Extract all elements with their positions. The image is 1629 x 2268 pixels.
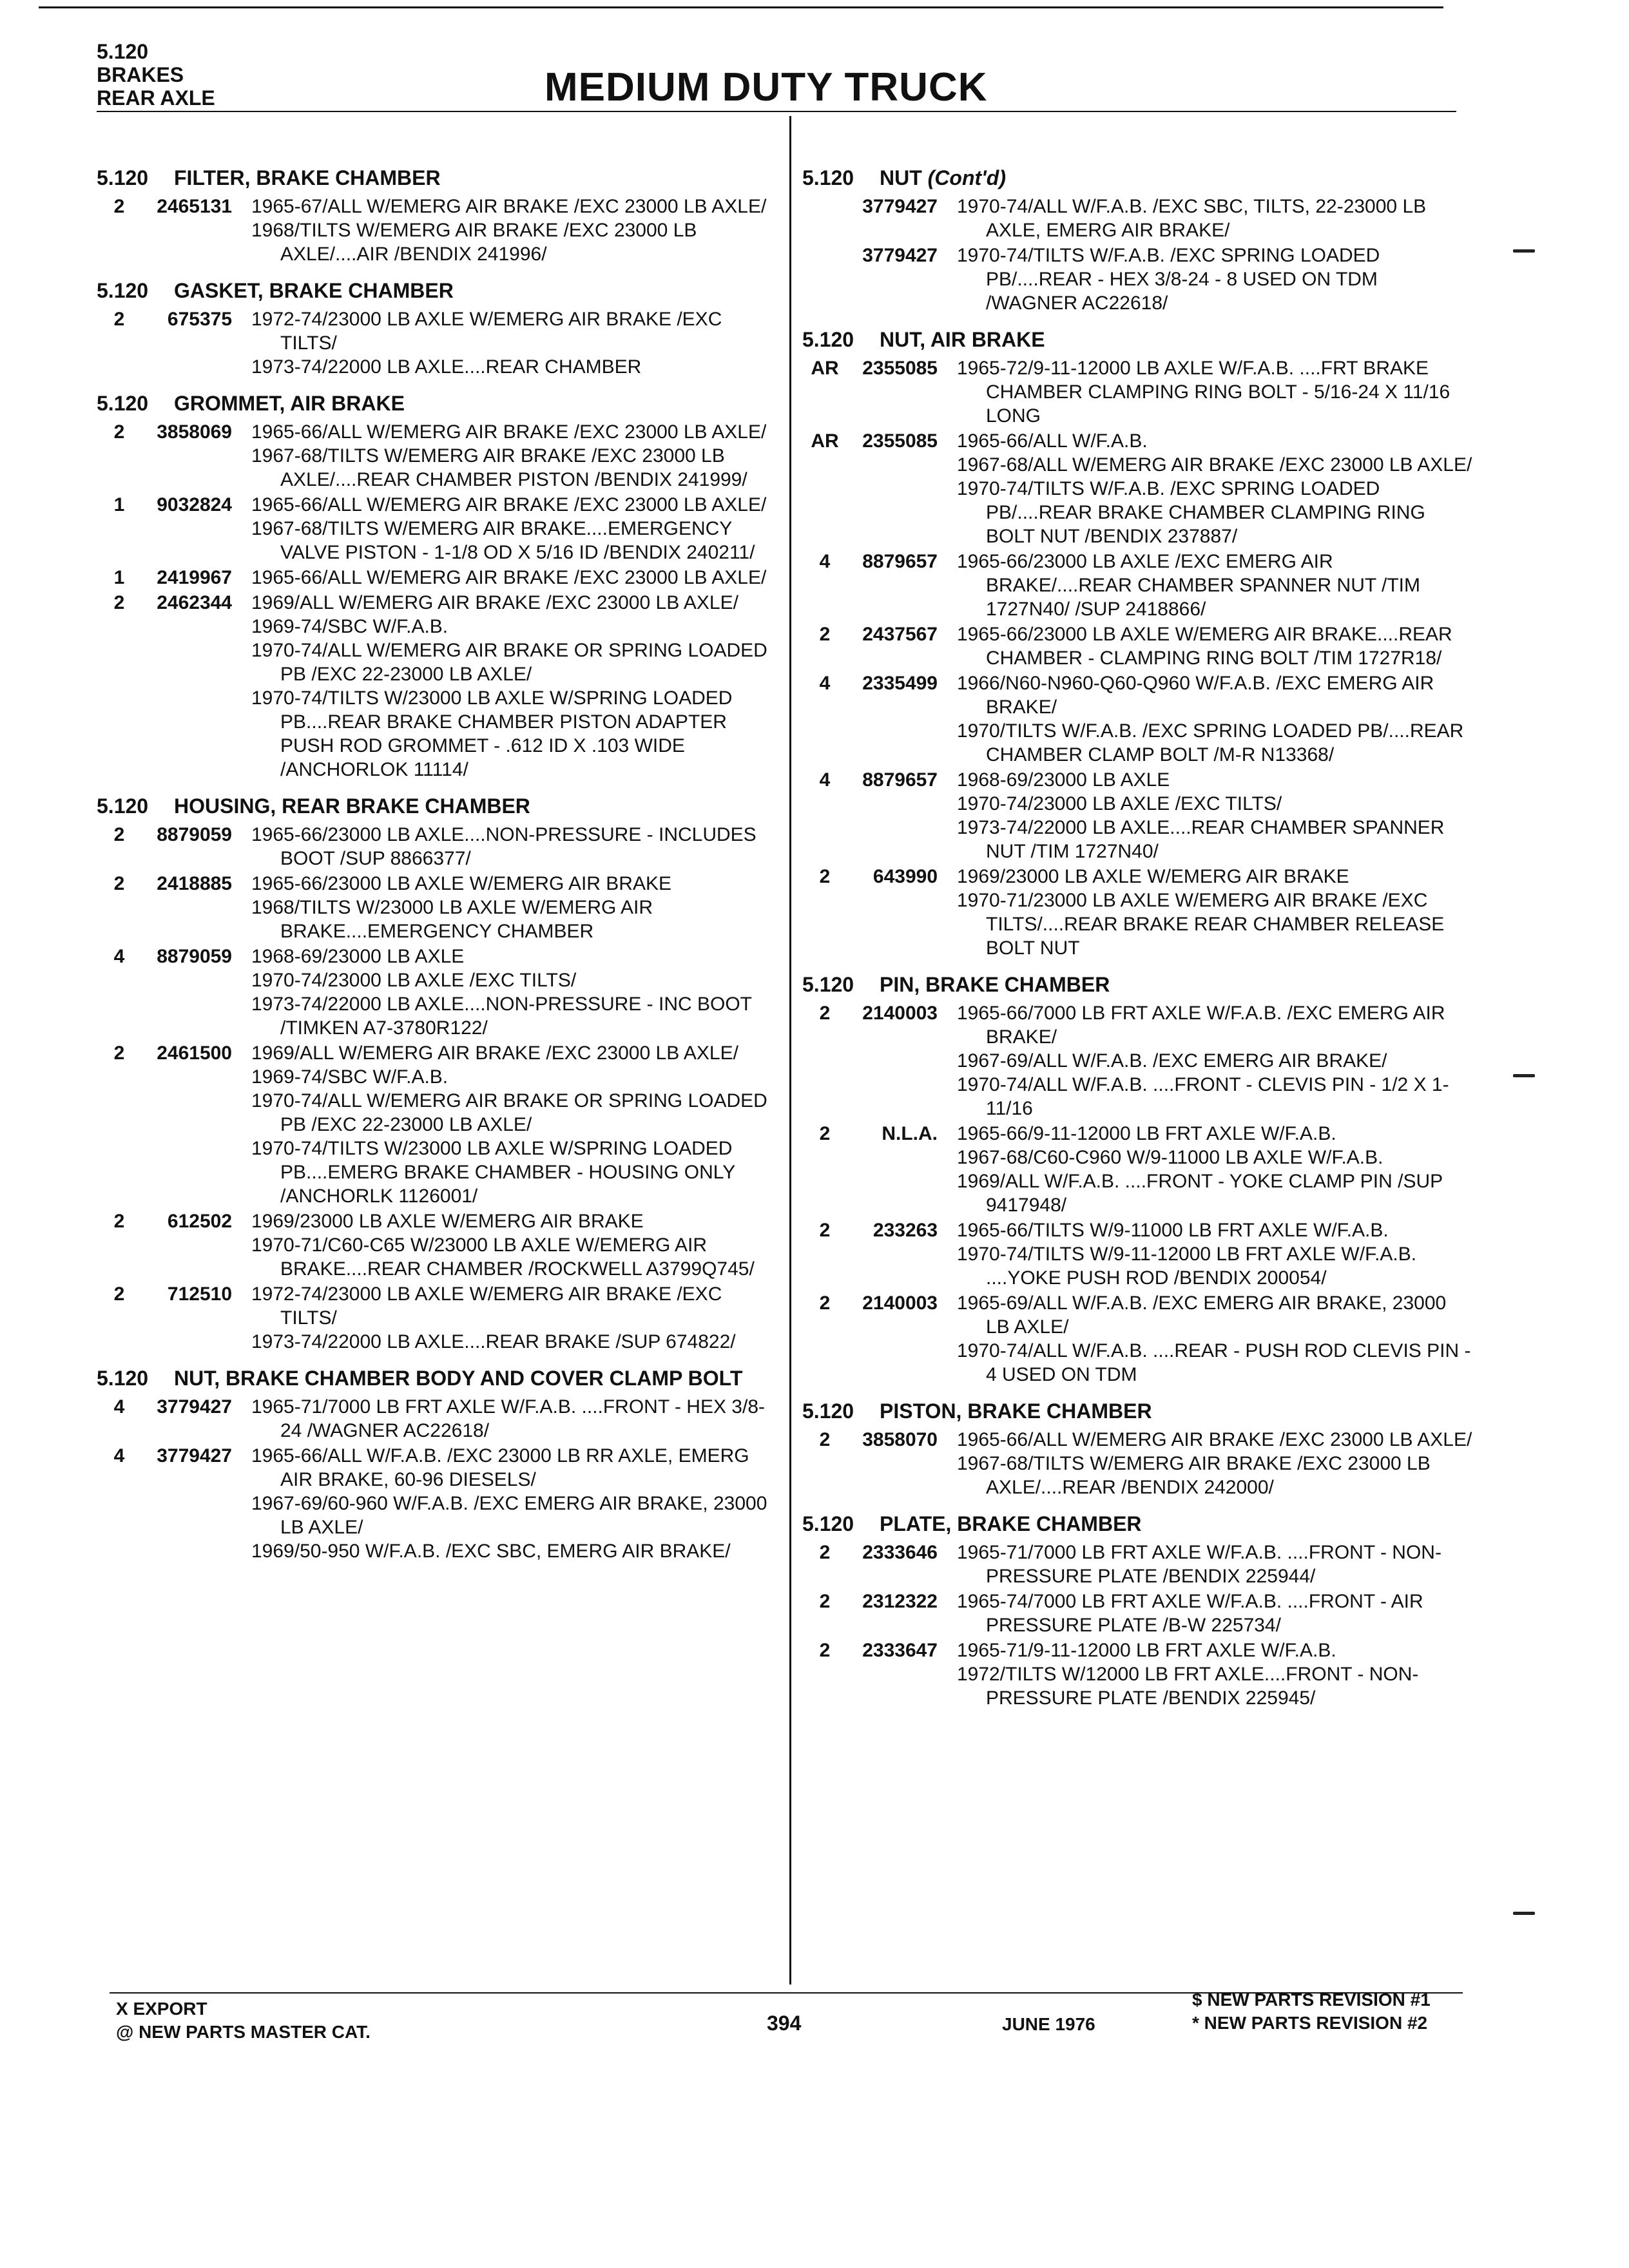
footer-notes-left: [116, 1997, 371, 2044]
quantity: AR: [811, 358, 839, 379]
catalog-section: [802, 972, 1472, 1387]
section-name: FILTER, BRAKE CHAMBER: [174, 166, 441, 189]
quantity: 2: [819, 1542, 831, 1563]
part-number: 233263: [872, 1220, 938, 1241]
quantity: 4: [819, 551, 831, 572]
section-heading: [97, 1365, 780, 1391]
catalog-section: [802, 165, 1472, 315]
section-name: NUT, AIR BRAKE: [880, 328, 1045, 351]
application-line: 1965-66/9-11-12000 LB FRT AXLE W/F.A.B.: [957, 1123, 1336, 1144]
page-number: 394: [767, 2012, 802, 2035]
application-notes: [251, 1395, 780, 1443]
application-line: 1965-72/9-11-12000 LB AXLE W/F.A.B. ....FRT BRAKE CHAMBER CLAMPING RING BOLT - 5/16-24 X 11/16 LONG: [957, 358, 1451, 427]
quantity: 2: [113, 1211, 125, 1232]
quantity: 2: [113, 1283, 125, 1305]
part-number: 2437567: [862, 624, 938, 645]
part-number: 2335499: [862, 673, 938, 694]
header-rule: [97, 111, 1456, 112]
application-line: 1966/N60-N960-Q60-Q960 W/F.A.B. /EXC EMERG AIR BRAKE/: [957, 673, 1434, 718]
application-line: 1970-74/ALL W/EMERG AIR BRAKE OR SPRING LOADED PB /EXC 22-23000 LB AXLE/: [251, 640, 767, 685]
margin-mark: [1513, 1912, 1535, 1915]
left-column: [97, 165, 780, 1564]
part-number: 8879059: [157, 946, 232, 967]
part-number: 2465131: [157, 196, 232, 217]
application-line: 1965-66/TILTS W/9-11000 LB FRT AXLE W/F.A.B.: [957, 1220, 1389, 1241]
part-entry: [802, 1001, 1472, 1120]
application-line: 1972/TILTS W/12000 LB FRT AXLE....FRONT - NON-PRESSURE PLATE /BENDIX 225945/: [957, 1664, 1419, 1709]
section-name-wrap: [880, 327, 1472, 352]
revision-2-note: * NEW PARTS REVISION #2: [1192, 2013, 1428, 2033]
quantity: 2: [113, 309, 125, 330]
part-number: 8879657: [862, 769, 938, 791]
application-line: 1967-69/ALL W/F.A.B. /EXC EMERG AIR BRAKE/: [957, 1050, 1387, 1072]
section-code: 5.120: [802, 166, 854, 189]
application-notes: [957, 244, 1472, 315]
part-number: 3858070: [862, 1429, 938, 1450]
margin-mark: [1513, 1074, 1535, 1077]
application-notes: [957, 671, 1472, 767]
part-number: 3779427: [157, 1445, 232, 1466]
quantity: AR: [811, 430, 839, 452]
quantity: 2: [113, 873, 125, 894]
part-entry: [97, 945, 780, 1040]
application-line: 1970-74/23000 LB AXLE /EXC TILTS/: [957, 793, 1282, 814]
quantity: 2: [113, 824, 125, 845]
part-entry: [97, 1444, 780, 1563]
section-code-block: [97, 40, 215, 110]
application-line: 1973-74/22000 LB AXLE....REAR CHAMBER: [251, 356, 642, 378]
page-title: MEDIUM DUTY TRUCK: [545, 65, 988, 110]
catalog-section: [97, 793, 780, 1354]
publication-date: JUNE 1976: [1002, 2014, 1095, 2034]
application-notes: [957, 1001, 1472, 1120]
part-number: 2418885: [157, 873, 232, 894]
application-line: 1965-67/ALL W/EMERG AIR BRAKE /EXC 23000 LB AXLE/: [251, 196, 767, 217]
part-number: 612502: [167, 1211, 232, 1232]
part-number: 2462344: [157, 592, 232, 613]
part-entry: [802, 671, 1472, 767]
application-notes: [957, 865, 1472, 960]
part-number: 2333646: [862, 1542, 938, 1563]
application-line: 1970-74/ALL W/F.A.B. /EXC SBC, TILTS, 22-23000 LB AXLE, EMERG AIR BRAKE/: [957, 196, 1427, 241]
section-code: 5.120: [97, 166, 149, 189]
part-entry: [802, 429, 1472, 548]
application-line: 1968/TILTS W/EMERG AIR BRAKE /EXC 23000 LB AXLE/....AIR /BENDIX 241996/: [251, 220, 697, 265]
part-entry: [802, 195, 1472, 242]
section-code: 5.120: [802, 328, 854, 351]
application-notes: [251, 872, 780, 943]
application-line: 1973-74/22000 LB AXLE....NON-PRESSURE - INC BOOT /TIMKEN A7-3780R122/: [251, 994, 752, 1039]
application-notes: [957, 429, 1472, 548]
application-line: 1965-66/ALL W/EMERG AIR BRAKE /EXC 23000 LB AXLE/: [251, 421, 767, 443]
application-line: 1965-66/ALL W/EMERG AIR BRAKE /EXC 23000 LB AXLE/: [251, 494, 767, 515]
application-line: 1970-74/TILTS W/23000 LB AXLE W/SPRING LOADED PB....REAR BRAKE CHAMBER PISTON ADAPTER PUSH ROD GROMMET - .612 ID X .103 WIDE /ANCHORLOK 11114/: [251, 687, 733, 780]
application-line: 1965-71/7000 LB FRT AXLE W/F.A.B. ....FRONT - NON-PRESSURE PLATE /BENDIX 225944/: [957, 1542, 1441, 1587]
quantity: 2: [819, 1591, 831, 1612]
application-notes: [251, 1282, 780, 1354]
section-name-wrap: [174, 1365, 780, 1391]
master-catalog-note: @ NEW PARTS MASTER CAT.: [116, 2022, 371, 2042]
part-number: 3779427: [862, 196, 938, 217]
quantity: 1: [113, 494, 125, 515]
application-notes: [957, 1291, 1472, 1387]
right-column: [802, 165, 1472, 1711]
section-heading: [802, 1398, 1472, 1424]
part-entry: [97, 1209, 780, 1281]
application-notes: [251, 1444, 780, 1563]
application-notes: [957, 768, 1472, 863]
quantity: 2: [819, 1429, 831, 1450]
application-line: 1965-74/7000 LB FRT AXLE W/F.A.B. ....FRONT - AIR PRESSURE PLATE /B-W 225734/: [957, 1591, 1423, 1636]
application-notes: [957, 550, 1472, 621]
part-number: 675375: [167, 309, 232, 330]
section-heading: [97, 165, 780, 191]
part-number: 3779427: [862, 245, 938, 266]
part-entry: [97, 1282, 780, 1354]
application-line: 1967-68/TILTS W/EMERG AIR BRAKE /EXC 23000 LB AXLE/....REAR /BENDIX 242000/: [957, 1453, 1431, 1498]
part-entry: [97, 566, 780, 590]
application-line: 1965-71/9-11-12000 LB FRT AXLE W/F.A.B.: [957, 1640, 1336, 1661]
application-line: 1967-69/60-960 W/F.A.B. /EXC EMERG AIR BRAKE, 23000 LB AXLE/: [251, 1493, 767, 1538]
section-name: PLATE, BRAKE CHAMBER: [880, 1512, 1142, 1535]
section-code: 5.120: [802, 1399, 854, 1423]
application-line: 1970-74/TILTS W/F.A.B. /EXC SPRING LOADED PB/....REAR - HEX 3/8-24 - 8 USED ON TDM /WAGNER AC22618/: [957, 245, 1380, 314]
section-name: GASKET, BRAKE CHAMBER: [174, 279, 454, 302]
section-code: 5.120: [97, 279, 149, 302]
section-category: BRAKES: [97, 63, 184, 86]
section-name-wrap: [174, 793, 780, 819]
quantity: 1: [113, 567, 125, 588]
catalog-section: [97, 165, 780, 266]
application-notes: [957, 1639, 1472, 1710]
application-notes: [957, 622, 1472, 670]
part-entry: [97, 1041, 780, 1208]
part-number: 2419967: [157, 567, 232, 588]
part-number: 3858069: [157, 421, 232, 443]
section-heading: [97, 278, 780, 303]
part-entry: [97, 823, 780, 870]
application-line: 1968/TILTS W/23000 LB AXLE W/EMERG AIR BRAKE....EMERGENCY CHAMBER: [251, 897, 653, 942]
section-name: NUT, BRAKE CHAMBER BODY AND COVER CLAMP BOLT: [174, 1367, 743, 1390]
application-line: 1967-68/ALL W/EMERG AIR BRAKE /EXC 23000 LB AXLE/: [957, 454, 1472, 476]
part-entry: [802, 1541, 1472, 1588]
application-line: 1969/23000 LB AXLE W/EMERG AIR BRAKE: [251, 1211, 644, 1232]
section-subcategory: REAR AXLE: [97, 86, 215, 110]
part-number: N.L.A.: [882, 1123, 938, 1144]
part-entry: [802, 1291, 1472, 1387]
catalog-section: [97, 390, 780, 782]
application-line: 1965-69/ALL W/F.A.B. /EXC EMERG AIR BRAKE, 23000 LB AXLE/: [957, 1293, 1447, 1338]
section-name: PIN, BRAKE CHAMBER: [880, 973, 1110, 996]
part-entry: [802, 1590, 1472, 1637]
export-note: X EXPORT: [116, 1999, 207, 2019]
part-entry: [802, 1639, 1472, 1710]
section-name: PISTON, BRAKE CHAMBER: [880, 1399, 1152, 1423]
catalog-section: [802, 327, 1472, 960]
application-line: 1970-74/TILTS W/23000 LB AXLE W/SPRING LOADED PB....EMERG BRAKE CHAMBER - HOUSING ONLY /ANCHORLK 1126001/: [251, 1138, 735, 1207]
application-notes: [957, 195, 1472, 242]
application-notes: [957, 1590, 1472, 1637]
application-line: 1970-74/TILTS W/9-11-12000 LB FRT AXLE W/F.A.B. ....YOKE PUSH ROD /BENDIX 200054/: [957, 1244, 1417, 1289]
application-line: 1969/50-950 W/F.A.B. /EXC SBC, EMERG AIR BRAKE/: [251, 1541, 731, 1562]
part-number: 3779427: [157, 1396, 232, 1418]
part-entry: [802, 1218, 1472, 1290]
section-name: NUT: [880, 166, 922, 189]
column-divider: [789, 116, 791, 1984]
application-notes: [957, 1428, 1472, 1499]
part-number: 2461500: [157, 1043, 232, 1064]
section-name-wrap: [174, 390, 780, 416]
section-code: 5.120: [802, 973, 854, 996]
quantity: 2: [113, 421, 125, 443]
application-line: 1969/23000 LB AXLE W/EMERG AIR BRAKE: [957, 866, 1349, 887]
application-line: 1969/ALL W/EMERG AIR BRAKE /EXC 23000 LB AXLE/: [251, 592, 738, 613]
application-line: 1967-68/TILTS W/EMERG AIR BRAKE....EMERGENCY VALVE PISTON - 1-1/8 OD X 5/16 ID /BENDIX 240211/: [251, 518, 755, 563]
section-heading: [802, 972, 1472, 997]
application-line: 1970-71/23000 LB AXLE W/EMERG AIR BRAKE /EXC TILTS/....REAR BRAKE REAR CHAMBER RELEASE BOLT NUT: [957, 890, 1445, 959]
application-line: 1965-66/ALL W/EMERG AIR BRAKE /EXC 23000 LB AXLE/: [957, 1429, 1472, 1450]
part-number: 9032824: [157, 494, 232, 515]
application-line: 1965-66/7000 LB FRT AXLE W/F.A.B. /EXC EMERG AIR BRAKE/: [957, 1003, 1445, 1048]
application-line: 1970-74/ALL W/F.A.B. ....REAR - PUSH ROD CLEVIS PIN - 4 USED ON TDM: [957, 1340, 1471, 1385]
quantity: 4: [819, 673, 831, 694]
application-notes: [251, 1209, 780, 1281]
quantity: 2: [819, 1123, 831, 1144]
section-heading: [802, 165, 1472, 191]
quantity: 2: [819, 1003, 831, 1024]
application-line: 1972-74/23000 LB AXLE W/EMERG AIR BRAKE /EXC TILTS/: [251, 1283, 722, 1329]
part-number: 2355085: [862, 430, 938, 452]
part-entry: [97, 1395, 780, 1443]
catalog-section: [97, 1365, 780, 1563]
section-heading: [97, 793, 780, 819]
footer-notes-right: [1192, 1988, 1431, 2035]
application-line: 1967-68/C60-C960 W/9-11000 LB AXLE W/F.A.B.: [957, 1147, 1383, 1168]
part-entry: [97, 493, 780, 564]
application-line: 1970-74/ALL W/F.A.B. ....FRONT - CLEVIS PIN - 1/2 X 1-11/16: [957, 1074, 1449, 1119]
application-line: 1965-66/23000 LB AXLE....NON-PRESSURE - INCLUDES BOOT /SUP 8866377/: [251, 824, 757, 869]
catalog-section: [802, 1511, 1472, 1710]
application-notes: [957, 356, 1472, 428]
margin-mark: [1513, 249, 1535, 253]
quantity: 4: [113, 1396, 125, 1418]
top-rule: [39, 6, 1443, 8]
section-heading: [97, 390, 780, 416]
section-code: 5.120: [802, 1512, 854, 1535]
section-heading: [802, 1511, 1472, 1537]
catalog-section: [802, 1398, 1472, 1499]
part-number: 8879657: [862, 551, 938, 572]
application-line: 1970-74/23000 LB AXLE /EXC TILTS/: [251, 970, 577, 991]
application-line: 1970-74/TILTS W/F.A.B. /EXC SPRING LOADED PB/....REAR BRAKE CHAMBER CLAMPING RING BOLT NUT /BENDIX 237887/: [957, 478, 1425, 547]
application-line: 1970-74/ALL W/EMERG AIR BRAKE OR SPRING LOADED PB /EXC 22-23000 LB AXLE/: [251, 1090, 767, 1135]
part-entry: [97, 591, 780, 782]
section-name-wrap: [880, 972, 1472, 997]
section-code: 5.120: [97, 392, 149, 415]
application-line: 1973-74/22000 LB AXLE....REAR BRAKE /SUP 674822/: [251, 1331, 736, 1352]
part-entry: [802, 356, 1472, 428]
section-name-wrap: [174, 278, 780, 303]
application-notes: [957, 1122, 1472, 1217]
application-notes: [251, 195, 780, 266]
application-line: 1965-66/ALL W/F.A.B.: [957, 430, 1148, 452]
quantity: 2: [819, 866, 831, 887]
application-line: 1968-69/23000 LB AXLE: [251, 946, 465, 967]
section-name: HOUSING, REAR BRAKE CHAMBER: [174, 794, 530, 818]
application-line: 1969/ALL W/F.A.B. ....FRONT - YOKE CLAMP PIN /SUP 9417948/: [957, 1171, 1443, 1216]
section-code: 5.120: [97, 794, 149, 818]
revision-1-note: $ NEW PARTS REVISION #1: [1192, 1990, 1431, 2010]
part-number: 643990: [872, 866, 938, 887]
application-line: 1969-74/SBC W/F.A.B.: [251, 616, 448, 637]
section-name-wrap: [880, 165, 1472, 191]
section-name-wrap: [880, 1398, 1472, 1424]
application-notes: [251, 945, 780, 1040]
application-notes: [251, 1041, 780, 1208]
application-notes: [957, 1218, 1472, 1290]
quantity: 2: [819, 624, 831, 645]
application-notes: [251, 493, 780, 564]
part-number: 2312322: [862, 1591, 938, 1612]
application-line: 1972-74/23000 LB AXLE W/EMERG AIR BRAKE /EXC TILTS/: [251, 309, 722, 354]
part-number: 2140003: [862, 1293, 938, 1314]
application-line: 1969/ALL W/EMERG AIR BRAKE /EXC 23000 LB AXLE/: [251, 1043, 738, 1064]
application-line: 1965-66/ALL W/F.A.B. /EXC 23000 LB RR AXLE, EMERG AIR BRAKE, 60-96 DIESELS/: [251, 1445, 749, 1490]
application-line: 1965-66/23000 LB AXLE /EXC EMERG AIR BRAKE/....REAR CHAMBER SPANNER NUT /TIM 1727N40/ /SUP 2418866/: [957, 551, 1420, 620]
quantity: 2: [113, 196, 125, 217]
catalog-section: [97, 278, 780, 379]
application-line: 1973-74/22000 LB AXLE....REAR CHAMBER SPANNER NUT /TIM 1727N40/: [957, 817, 1445, 862]
part-entry: [97, 420, 780, 492]
quantity: 4: [113, 1445, 125, 1466]
part-number: 712510: [167, 1283, 232, 1305]
application-notes: [251, 566, 780, 590]
section-code: 5.120: [97, 1367, 149, 1390]
quantity: 4: [819, 769, 831, 791]
part-entry: [802, 1122, 1472, 1217]
section-name-wrap: [174, 165, 780, 191]
part-entry: [802, 244, 1472, 315]
part-number: 2333647: [862, 1640, 938, 1661]
section-number: 5.120: [97, 40, 149, 63]
part-entry: [97, 307, 780, 379]
part-entry: [802, 768, 1472, 863]
part-number: 2140003: [862, 1003, 938, 1024]
application-notes: [251, 420, 780, 492]
part-number: 8879059: [157, 824, 232, 845]
application-notes: [251, 823, 780, 870]
section-name: GROMMET, AIR BRAKE: [174, 392, 405, 415]
application-line: 1970-71/C60-C65 W/23000 LB AXLE W/EMERG AIR BRAKE....REAR CHAMBER /ROCKWELL A3799Q745/: [251, 1235, 755, 1280]
quantity: 2: [113, 1043, 125, 1064]
application-line: 1968-69/23000 LB AXLE: [957, 769, 1170, 791]
quantity: 2: [819, 1293, 831, 1314]
section-name-suffix: (Cont'd): [927, 166, 1006, 189]
application-line: 1965-66/23000 LB AXLE W/EMERG AIR BRAKE....REAR CHAMBER - CLAMPING RING BOLT /TIM 1727R18/: [957, 624, 1452, 669]
part-number: 2355085: [862, 358, 938, 379]
section-name-wrap: [880, 1511, 1472, 1537]
quantity: 4: [113, 946, 125, 967]
part-entry: [802, 1428, 1472, 1499]
part-entry: [802, 550, 1472, 621]
quantity: 2: [113, 592, 125, 613]
application-line: 1967-68/TILTS W/EMERG AIR BRAKE /EXC 23000 LB AXLE/....REAR CHAMBER PISTON /BENDIX 241999/: [251, 445, 747, 490]
application-notes: [957, 1541, 1472, 1588]
part-entry: [97, 195, 780, 266]
application-notes: [251, 307, 780, 379]
part-entry: [802, 865, 1472, 960]
part-entry: [97, 872, 780, 943]
section-heading: [802, 327, 1472, 352]
quantity: 2: [819, 1220, 831, 1241]
application-line: 1969-74/SBC W/F.A.B.: [251, 1066, 448, 1088]
application-line: 1970/TILTS W/F.A.B. /EXC SPRING LOADED PB/....REAR CHAMBER CLAMP BOLT /M-R N13368/: [957, 720, 1464, 765]
application-notes: [251, 591, 780, 782]
application-line: 1965-66/23000 LB AXLE W/EMERG AIR BRAKE: [251, 873, 672, 894]
application-line: 1965-71/7000 LB FRT AXLE W/F.A.B. ....FRONT - HEX 3/8-24 /WAGNER AC22618/: [251, 1396, 765, 1441]
quantity: 2: [819, 1640, 831, 1661]
application-line: 1965-66/ALL W/EMERG AIR BRAKE /EXC 23000 LB AXLE/: [251, 567, 767, 588]
part-entry: [802, 622, 1472, 670]
